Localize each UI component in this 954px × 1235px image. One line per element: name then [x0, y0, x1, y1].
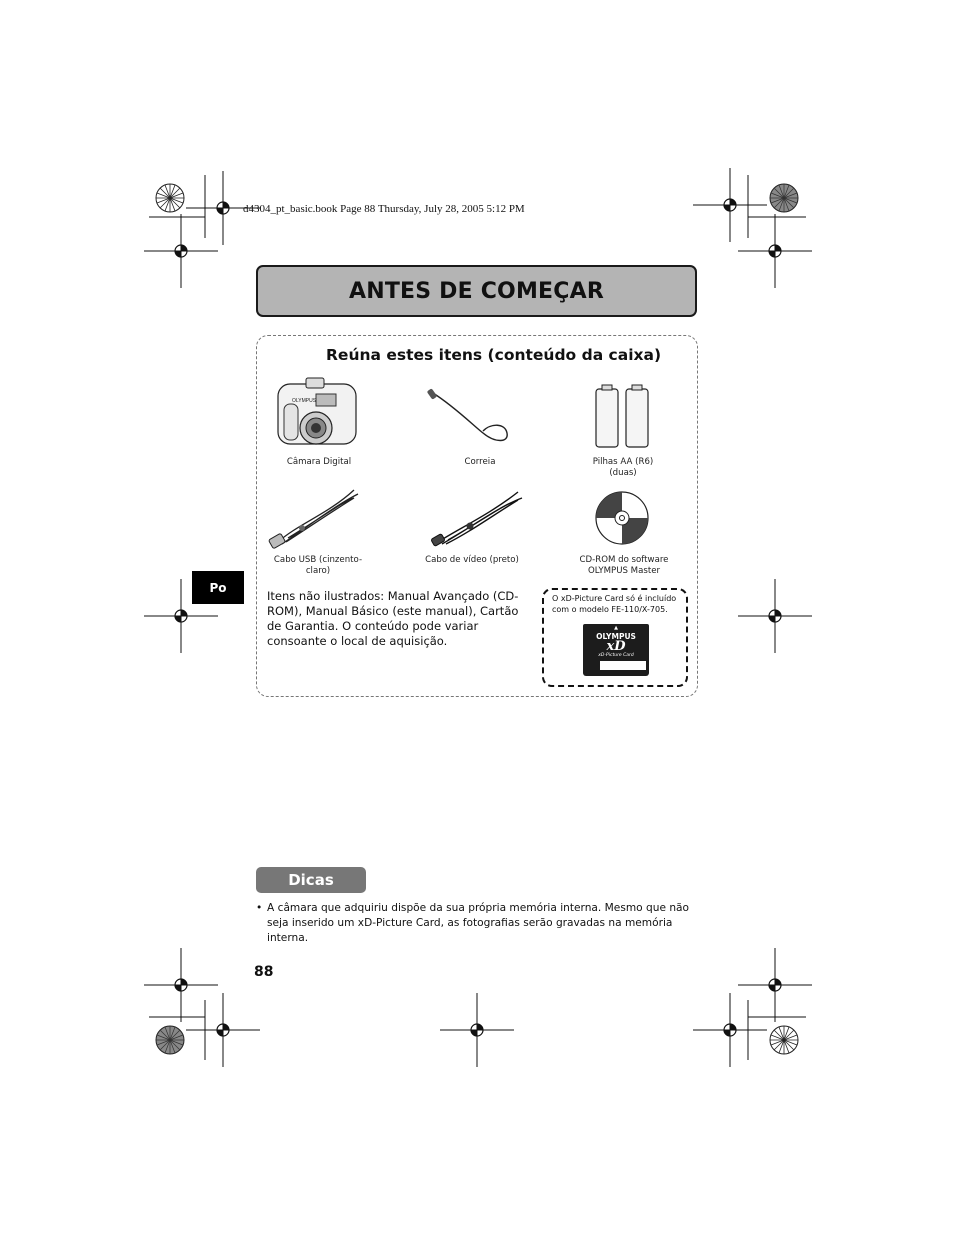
card-label-area [600, 661, 646, 670]
item-caption-cd-rom: CD-ROM do software OLYMPUS Master [579, 555, 669, 576]
camera-icon [272, 376, 364, 456]
tips-label: Dicas [256, 867, 366, 893]
page-title: ANTES DE COMEÇAR [348, 278, 604, 304]
item-caption-usb-cable: Cabo USB (cinzento-claro) [273, 555, 363, 576]
item-caption-video-cable: Cabo de vídeo (preto) [425, 555, 519, 565]
page-number: 88 [254, 964, 274, 980]
tip-item [256, 901, 696, 946]
strap-icon [425, 387, 515, 449]
svg-text:OLYMPUS: OLYMPUS [292, 398, 317, 404]
cd-rom-icon [594, 490, 650, 546]
card-arrow-icon: ▲ [614, 625, 618, 631]
card-subtitle: xD-Picture Card [598, 653, 634, 658]
bullet-icon: • [256, 902, 263, 914]
section-title: Reúna estes itens (conteúdo da caixa) [326, 346, 662, 364]
page-title-box [256, 265, 697, 317]
language-tab: Po [192, 571, 244, 604]
xd-picture-card-icon [583, 624, 649, 676]
usb-cable-icon [268, 484, 364, 554]
video-cable-icon [430, 488, 528, 552]
batteries-icon [592, 383, 652, 449]
not-illustrated-note: Itens não ilustrados: Manual Avançado (CD-ROM), Manual Básico (este manual), Cartão de Garantia. O conteúdo pode variar consoante o local de aquisição. [267, 589, 519, 648]
card-logo: xD [606, 639, 626, 654]
item-caption-camera: Câmara Digital [286, 457, 352, 467]
card-brand: OLYMPUS [596, 632, 636, 641]
item-caption-batteries: Pilhas AA (R6) (duas) [592, 457, 654, 478]
print-header-line: d4304_pt_basic.book Page 88 Thursday, July 28, 2005 5:12 PM [243, 203, 525, 215]
tip-text: A câmara que adquiriu dispõe da sua própria memória interna. Mesmo que não seja inserido um xD-Picture Card, as fotografias serão gravadas na memória interna. [267, 902, 690, 944]
xd-card-note: O xD-Picture Card só é incluído com o modelo FE-110/X-705. [552, 594, 677, 614]
item-caption-strap: Correia [464, 457, 496, 467]
